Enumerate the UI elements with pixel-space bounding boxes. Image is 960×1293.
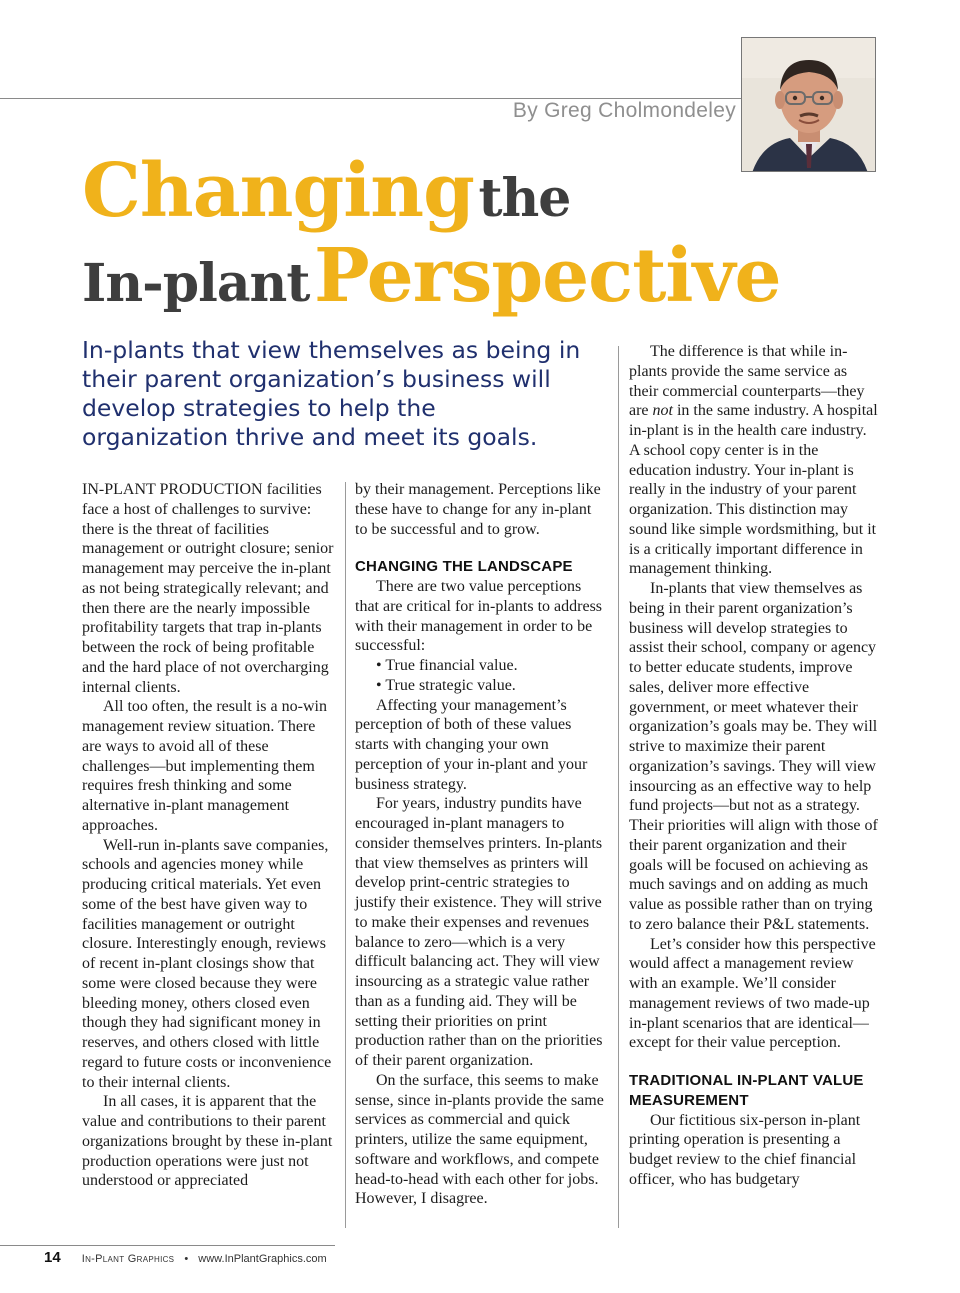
paragraph: Our fictitious six-person in-plant printing operation is presenting a budget review to the chief financial officer, who has budgetary [629, 1111, 861, 1188]
column-1 [82, 480, 334, 1191]
paragraph: Well-run in-plants save companies, schools and agencies money while producing critical materials. Yet even some of the best have given way to facilities management or outright closure. Interestingly enough, reviews of recent in-plant closings show that some were closed because they were bleeding money, others closed even though they had significant money in reserves, and others closed with little regard to future costs or inconvenience to their internal clients. [82, 836, 332, 1091]
subhead-changing-the-landscape: CHANGING THE LANDSCAPE [355, 558, 573, 576]
footer-separator: • [184, 1253, 189, 1265]
headline-line-1 [82, 148, 570, 234]
page-number: 14 [44, 1249, 61, 1266]
column-divider-2 [618, 346, 619, 1228]
publication-name: In-Plant Graphics [81, 1253, 175, 1265]
paragraph: There are two value perceptions that are critical for in-plants to address with their management in order to be successful: [355, 578, 603, 655]
author-photo [741, 37, 876, 172]
page-footer [44, 1249, 327, 1266]
paragraph: IN-PLANT PRODUCTION facilities face a host of challenges to survive: there is the threat of facilities management or outright closure; senior management may perceive the in-plant as not being strategically relevant; and then there are the nearly impossible profitability targets that trap in-plants between the rock of being profitable and the hard place of not overcharging internal clients. [82, 481, 334, 696]
paragraph: All too often, the result is a no-win management review situation. There are ways to avoid all of these challenges—but implementing them requires fresh thinking and some alternative in-plant management approaches. [82, 698, 327, 834]
text-run: The difference is that while in-plants provide the same service as their commercial counterparts—they are [629, 343, 865, 420]
footer-rule [0, 1245, 335, 1246]
column-divider-1 [345, 482, 346, 1228]
paragraph: For years, industry pundits have encouraged in-plant managers to consider themselves printers. In-plants that view themselves as printers will develop print-centric strategies to justify their existence. They will strive to make their expenses and revenues balance to zero—which is a very difficult balancing act. They will view insourcing as a strategic value rather than as a funding aid. They will be setting their priorities on print production rather than on the priorities of their parent organization. [355, 795, 603, 1069]
byline: By Greg Cholmondeley [512, 99, 736, 122]
paragraph: Let’s consider how this perspective would affect a management review with an example. We’ll consider management reviews of two made-up in-plant scenarios that are identical—except for their value perception. [629, 935, 876, 1052]
headline-line-2 [82, 233, 781, 319]
publication-url[interactable]: www.InPlantGraphics.com [198, 1253, 327, 1265]
paragraph: In all cases, it is apparent that the value and contributions to their parent organizations brought by these in-plant production operations were just not understood or appreciated [82, 1093, 333, 1190]
headline-word-perspective: Perspective [313, 233, 781, 319]
text-run: in the same industry. A hospital in-plant is in the health care industry. A school copy center is in the education industry. Your in-plant is really in the industry of your parent organization. This distinction may sound like simple wordsmithing, but it is a critically important difference in management thinking. [629, 402, 878, 578]
column-3 [629, 342, 879, 1190]
paragraph: by their management. Perceptions like these have to change for any in-plant to be successful and to grow. [355, 481, 601, 538]
bullet-item: • True financial value. [376, 657, 518, 674]
subhead-traditional-value-measurement: TRADITIONAL IN-PLANT VALUE MEASUREMENT [629, 1072, 864, 1109]
headline-word-changing: Changing [82, 148, 474, 234]
paragraph [629, 342, 879, 579]
deck: In-plants that view themselves as being in their parent organization’s business will develop strategies to help the organization thrive and meet its goals. [82, 336, 581, 451]
column-2 [355, 480, 607, 1209]
paragraph: On the surface, this seems to make sense, since in-plants provide the same services as commercial and quick printers, utilize the same equipment, software and workflows, and compete head-to-head with each other for jobs. However, I disagree. [355, 1071, 604, 1208]
paragraph: Affecting your management’s perception of both of these values starts with changing your own perception of your in-plant and your business strategy. [355, 696, 588, 793]
paragraph: In-plants that view themselves as being in their parent organization’s business will develop strategies to assist their school, company or agency to better educate students, improve sales, deliver more effective government, or meet whatever their organization’s goals may be. They will strive to maximize their parent organization’s savings. They will view insourcing as an effective way to help fund projects—but not as a strategy. Their priorities will align with those of their parent organization and their goals will be focused on achieving as much savings and on adding as much value as possible rather than on trying to zero balance their P&L statements. [629, 580, 878, 933]
headline-word-the: the [478, 168, 571, 229]
bullet-item: • True strategic value. [376, 676, 516, 694]
emphasis: not [652, 402, 673, 420]
headline-word-in-plant: In-plant [82, 253, 310, 314]
